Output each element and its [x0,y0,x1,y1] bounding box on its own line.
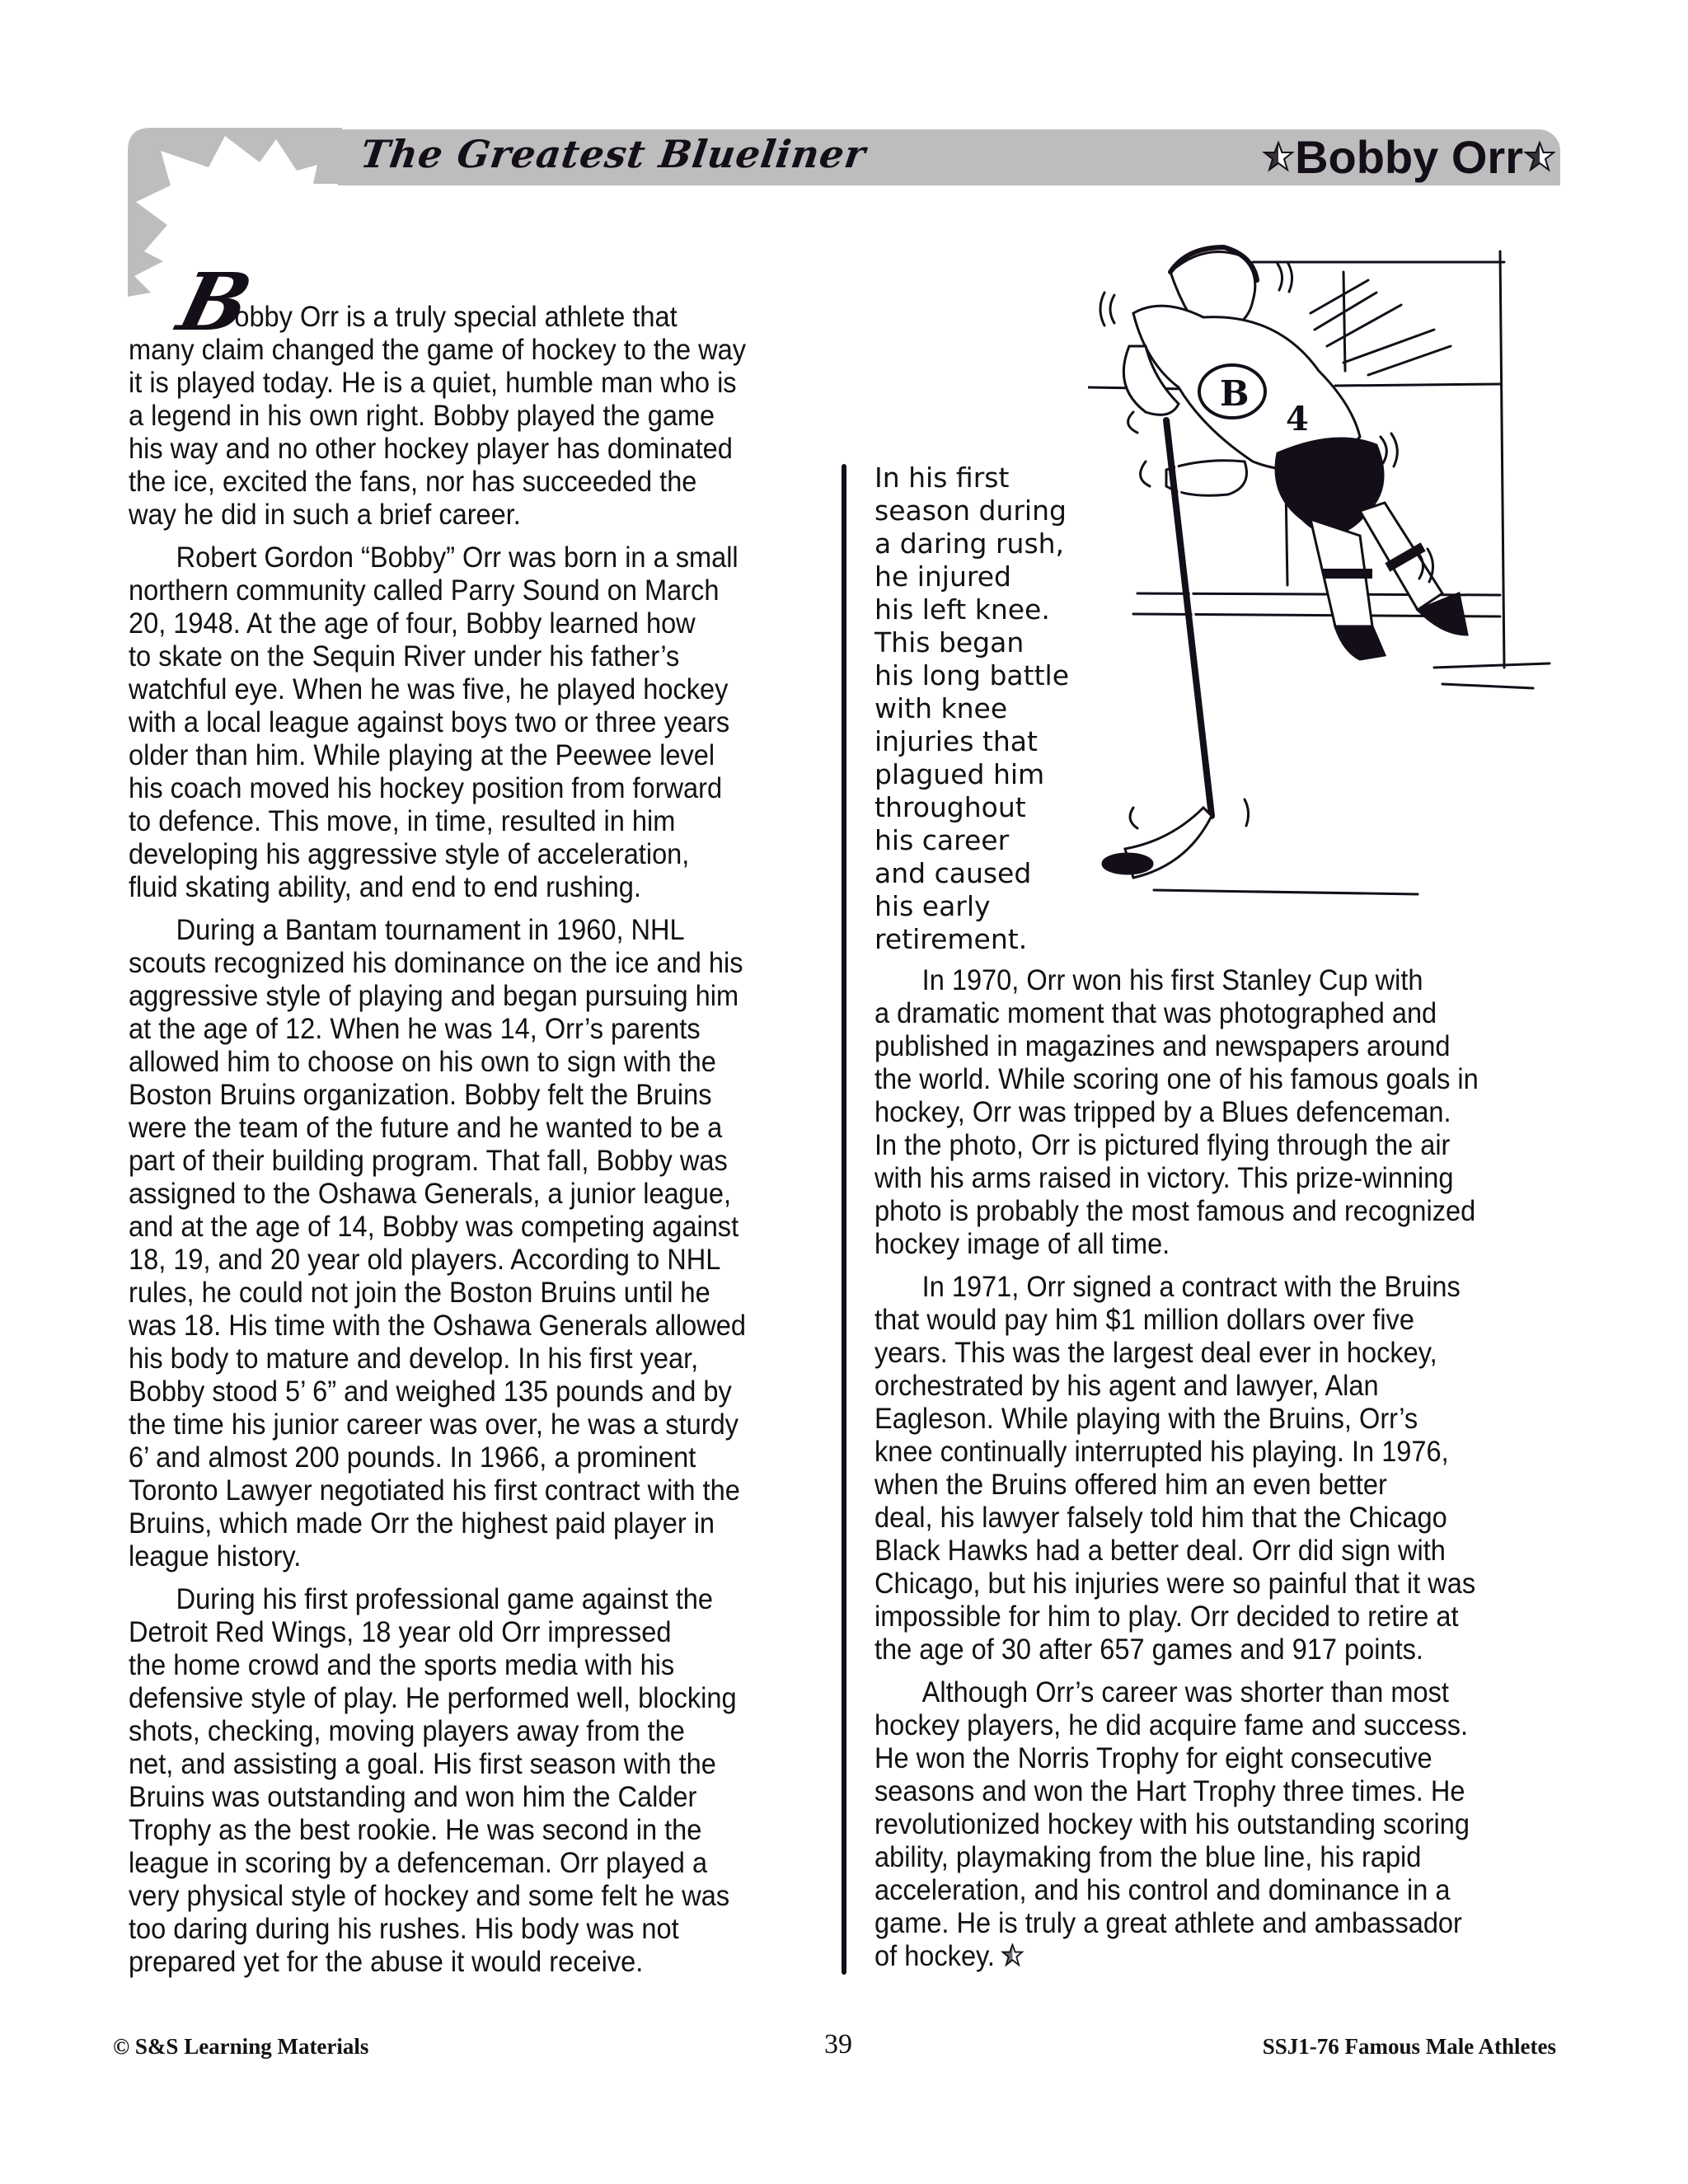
text-line: that would pay him $1 million dollars over five [874,1304,1414,1336]
text-line: it is played today. He is a quiet, humble man who is [129,367,737,399]
text-line-last [874,1940,1518,1973]
paragraph-junior-career [129,914,829,1573]
text-line: watchful eye. When he was five, he played hockey [129,673,729,705]
paragraph-intro [129,301,829,532]
injury-callout [874,462,1069,956]
callout-line: and caused [874,857,1032,889]
callout-line: his career [874,824,1010,856]
text-line: the time his junior career was over, he was a sturdy [129,1408,738,1441]
text-line: a legend in his own right. Bobby played the game [129,400,715,432]
paragraph-early-life [129,541,829,904]
footer-series: SSJ1-76 Famous Male Athletes [1262,2034,1556,2059]
text-line: older than him. While playing at the Peewee level [129,739,715,771]
text-line: Chicago, but his injuries were so painful that it was [874,1568,1476,1600]
right-column [874,964,1567,1983]
page-title: The Greatest Blueliner [358,132,869,176]
text-line: published in magazines and newspapers around [874,1030,1451,1062]
callout-line: he injured [874,560,1011,593]
callout-line: injuries that [874,725,1038,757]
text-line: at the age of 12. When he was 14, Orr’s parents [129,1013,701,1045]
text-line: when the Bruins offered him an even better [874,1469,1387,1501]
text-line: seasons and won the Hart Trophy three times. He [874,1775,1465,1807]
text-line: fluid skating ability, and end to end rushing. [129,871,641,903]
callout-line: his early [874,890,991,922]
text-line: prepared yet for the abuse it would receive. [129,1946,644,1978]
text-line: many claim changed the game of hockey to the way [129,334,747,366]
text-line: Toronto Lawyer negotiated his first contract with the [129,1474,740,1507]
text-line: During a Bantam tournament in 1960, NHL [176,914,685,946]
text-line: Trophy as the best rookie. He was second in the [129,1814,702,1846]
text-line: way he did in such a brief career. [129,499,521,531]
callout-line: This began [874,626,1025,658]
callout-line: season during [874,494,1067,527]
athlete-name: Bobby Orr [1295,131,1523,183]
text-line: In 1970, Orr won his first Stanley Cup with [921,964,1423,996]
text-line: the age of 30 after 657 games and 917 points. [874,1633,1423,1666]
text-line: 18, 19, and 20 year old players. According to NHL [129,1244,721,1276]
text-line: Boston Bruins organization. Bobby felt the Bruins [129,1079,712,1111]
text-line: He won the Norris Trophy for eight consecutive [874,1742,1432,1774]
text-line: and at the age of 14, Bobby was competing against [129,1211,739,1243]
text-line: developing his aggressive style of acceleration, [129,838,690,870]
nautical-star-icon [1262,141,1295,174]
footer-copyright: © S&S Learning Materials [113,2034,369,2059]
text-line: his coach moved his hockey position from forward [129,772,723,804]
text-line: the ice, excited the fans, nor has succeeded the [129,466,697,498]
text-line: hockey, Orr was tripped by a Blues defenceman. [874,1096,1451,1128]
text-line: revolutionized hockey with his outstanding scoring [874,1808,1470,1840]
text-line: league in scoring by a defenceman. Orr played a [129,1847,708,1879]
text-line: very physical style of hockey and some felt he was [129,1880,730,1912]
text-line: a dramatic moment that was photographed and [874,997,1437,1029]
text-line: Bruins, which made Orr the highest paid player in [129,1507,715,1540]
text-line: assigned to the Oshawa Generals, a junior league, [129,1178,732,1210]
text-line: shots, checking, moving players away from the [129,1715,685,1747]
text-line: obby Orr is a truly special athlete that [234,301,678,333]
text-line: rules, he could not join the Boston Bruins until he [129,1277,710,1309]
left-column [129,301,829,1989]
text-line: Eagleson. While playing with the Bruins, Orr’s [874,1403,1418,1435]
text-line: game. He is truly a great athlete and ambassador [874,1907,1462,1939]
callout-line: his long battle [874,659,1069,691]
athlete-name-heading [1262,133,1556,182]
column-divider [842,464,846,1975]
text-line: knee continually interrupted his playing. In 1976, [874,1436,1449,1468]
page-number: 39 [824,2029,852,2060]
paragraph-first-pro-game [129,1583,829,1979]
text-line: defensive style of play. He performed well, blocking [129,1682,737,1714]
text-line: Bobby stood 5’ 6” and weighed 135 pounds and by [129,1376,732,1408]
text-line: In 1971, Orr signed a contract with the Bruins [921,1271,1461,1303]
svg-text:B: B [1220,373,1250,414]
text-line: too daring during his rushes. His body was not [129,1913,679,1945]
nautical-star-icon [1523,141,1556,174]
text-line: to defence. This move, in time, resulted in him [129,805,676,837]
text-line: 20, 1948. At the age of four, Bobby learned how [129,607,696,640]
callout-line: his left knee. [874,593,1050,626]
drop-cap: B [170,255,260,349]
text-line: orchestrated by his agent and lawyer, Alan [874,1370,1379,1402]
callout-line: a daring rush, [874,527,1065,560]
text-line: his way and no other hockey player has dominated [129,433,733,465]
text-line: league history. [129,1540,302,1572]
text-line: acceleration, and his control and dominance in a [874,1874,1451,1906]
text-fragment: of hockey. [874,1940,995,1972]
hockey-player-illustration [1088,239,1566,898]
paragraph-legacy [874,1676,1567,1973]
paragraph-stanley-cup [874,964,1567,1261]
text-line: Black Hawks had a better deal. Orr did sign with [874,1535,1446,1567]
paragraph-contract [874,1271,1567,1666]
text-line: Although Orr’s career was shorter than most [921,1676,1449,1708]
text-line: years. This was the largest deal ever in hockey, [874,1337,1437,1369]
text-line: to skate on the Sequin River under his father’s [129,640,680,673]
text-line: Bruins was outstanding and won him the Calder [129,1781,697,1813]
text-line: hockey image of all time. [874,1228,1170,1260]
text-line: net, and assisting a goal. His first season with the [129,1748,716,1780]
callout-line: throughout [874,791,1026,823]
text-line: 6’ and almost 200 pounds. In 1966, a prominent [129,1441,696,1474]
svg-text:4: 4 [1286,400,1309,438]
callout-line: with knee [874,692,1008,724]
text-line: scouts recognized his dominance on the ice and his [129,947,743,979]
callout-line: plagued him [874,758,1045,790]
callout-line: In his first [874,462,1010,494]
text-line: the world. While scoring one of his famous goals in [874,1063,1479,1095]
text-line: During his first professional game against the [176,1583,713,1615]
text-line: hockey players, he did acquire fame and success. [874,1709,1469,1741]
callout-line: retirement. [874,923,1028,955]
text-line: his body to mature and develop. In his first year, [129,1343,699,1375]
text-line: the home crowd and the sports media with his [129,1649,675,1681]
text-line: Detroit Red Wings, 18 year old Orr impressed [129,1616,672,1648]
text-line: with his arms raised in victory. This prize-winning [874,1162,1454,1194]
text-line: northern community called Parry Sound on March [129,574,720,607]
text-line: was 18. His time with the Oshawa Generals allowed [129,1310,746,1342]
text-line: In the photo, Orr is pictured flying through the air [874,1129,1451,1161]
text-line: impossible for him to play. Orr decided to retire at [874,1601,1459,1633]
text-line: allowed him to choose on his own to sign with the [129,1046,716,1078]
nautical-star-icon [1001,1943,1024,1968]
text-line: ability, playmaking from the blue line, his rapid [874,1841,1422,1873]
text-line: with a local league against boys two or three years [129,706,730,738]
text-line: deal, his lawyer falsely told him that the Chicago [874,1502,1447,1534]
text-line: aggressive style of playing and began pursuing him [129,980,739,1012]
text-line: part of their building program. That fall, Bobby was [129,1145,728,1177]
text-line: were the team of the future and he wanted to be a [129,1112,723,1144]
text-line: Robert Gordon “Bobby” Orr was born in a small [176,541,738,574]
text-line: photo is probably the most famous and recognized [874,1195,1476,1227]
